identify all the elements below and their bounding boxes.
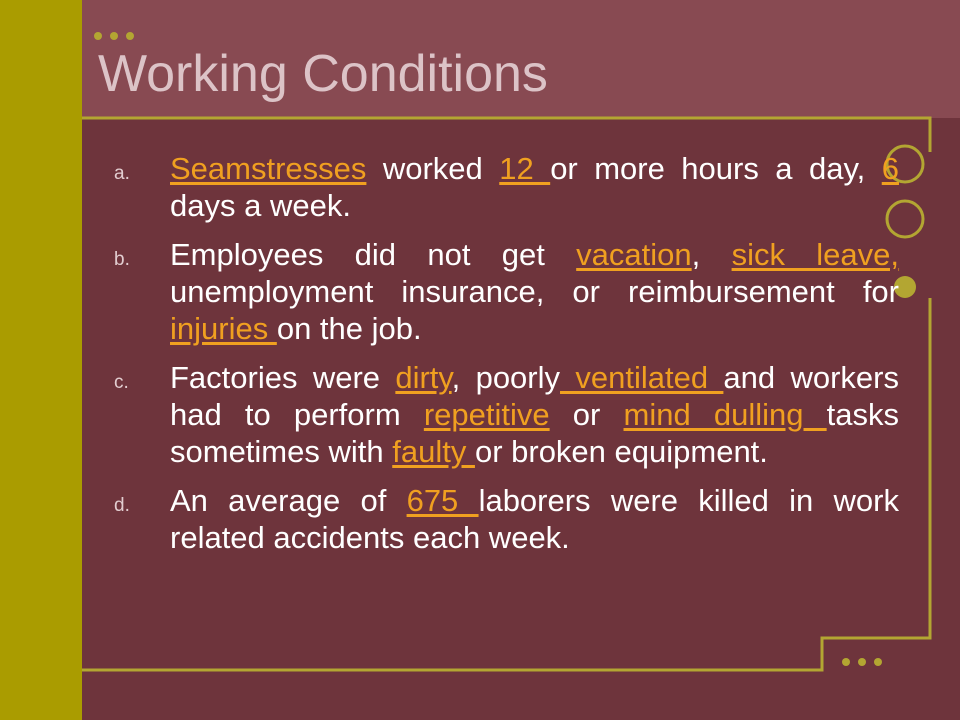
text-segment: and workers had to perform <box>170 360 899 432</box>
text-segment: or <box>549 397 624 432</box>
list-item <box>114 236 899 347</box>
text-segment: laborers were killed in work related accidents each week. <box>170 483 899 555</box>
list-marker: d. <box>114 495 130 516</box>
text-segment: unemployment insurance, or reimbursement for <box>170 274 899 309</box>
list-item-text <box>170 150 899 224</box>
text-segment: or more hours a day, <box>550 151 882 186</box>
highlighted-term: repetitive <box>423 397 550 432</box>
highlighted-term: ventilated <box>560 360 724 395</box>
highlighted-term: 12 <box>499 151 551 186</box>
list-marker: b. <box>114 249 130 270</box>
highlighted-term: mind dulling <box>623 397 827 432</box>
list-item <box>114 150 899 224</box>
list-item-text <box>170 359 899 470</box>
list-marker: c. <box>114 372 129 393</box>
text-segment: on the job. <box>276 311 422 346</box>
text-segment: days a week. <box>170 188 351 223</box>
bullet-list <box>114 150 899 568</box>
highlighted-term: sick leave, <box>731 237 900 272</box>
text-segment: or broken equipment. <box>474 434 768 469</box>
list-item <box>114 359 899 470</box>
text-segment: , <box>691 237 732 272</box>
highlighted-term: vacation <box>576 237 692 272</box>
highlighted-term: injuries <box>170 311 277 346</box>
text-segment: worked <box>366 151 500 186</box>
list-item-text <box>170 236 899 347</box>
highlighted-term: faulty <box>392 434 475 469</box>
list-item-text <box>170 482 899 556</box>
text-segment: An average of <box>170 483 407 518</box>
highlighted-term: Seamstresses <box>170 151 367 186</box>
text-segment: , poorly <box>451 360 561 395</box>
highlighted-term: 675 <box>406 483 479 518</box>
slide-title: Working Conditions <box>98 45 548 103</box>
decorative-dots-bottom <box>842 658 882 666</box>
list-marker: a. <box>114 163 130 184</box>
text-segment: Employees did not get <box>170 237 577 272</box>
text-segment: Factories were <box>170 360 396 395</box>
list-item <box>114 482 899 556</box>
highlighted-term: 6 <box>881 151 899 186</box>
text-segment: tasks sometimes with <box>170 397 899 469</box>
highlighted-term: dirty <box>395 360 452 395</box>
